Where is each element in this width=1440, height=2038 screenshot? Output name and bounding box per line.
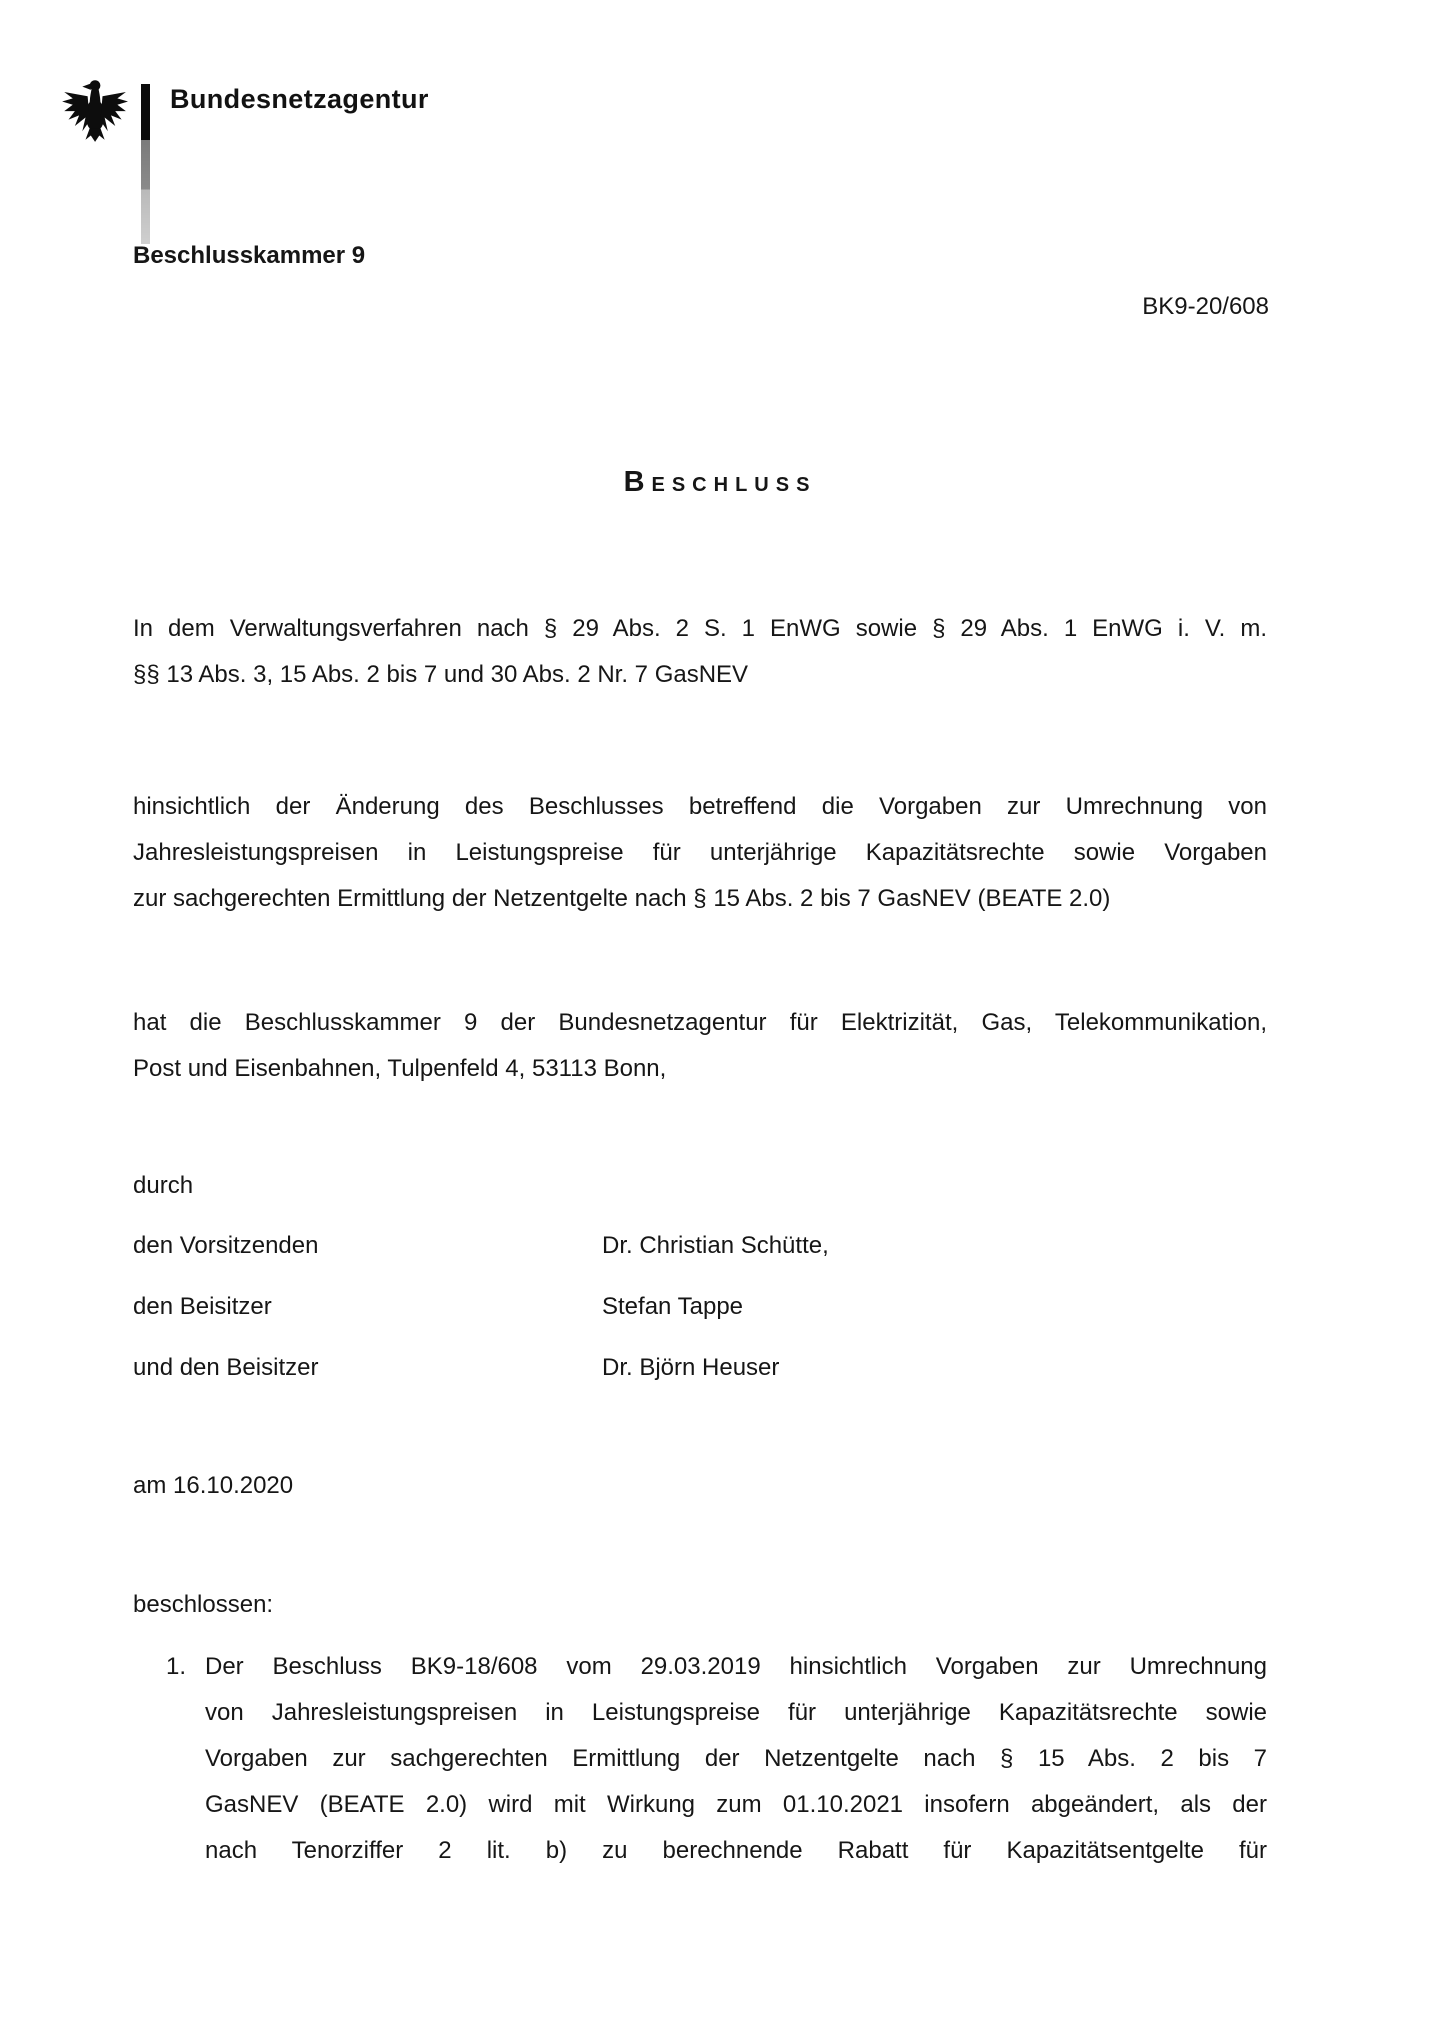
text-line: §§ 13 Abs. 3, 15 Abs. 2 bis 7 und 30 Abs. 2 Nr. 7 GasNEV	[133, 661, 749, 688]
member-role: und den Beisitzer	[133, 1354, 319, 1381]
document-title: Beschluss	[623, 466, 817, 498]
text-line: von Jahresleistungspreisen in Leistungspreise für unterjährige Kapazitätsrechte sowie	[205, 1699, 1267, 1726]
text-line: Jahresleistungspreisen in Leistungspreise für unterjährige Kapazitätsrechte sowie Vorgaben	[133, 839, 1267, 866]
decision-text	[205, 1644, 1267, 1874]
decision-item-1	[166, 1644, 1267, 1874]
authority-paragraph	[133, 1000, 1267, 1092]
member-role: den Beisitzer	[133, 1293, 272, 1320]
panel-intro: durch	[133, 1172, 194, 1199]
chamber-label: Beschlusskammer 9	[133, 242, 366, 269]
text-line: Post und Eisenbahnen, Tulpenfeld 4, 53113 Bonn,	[133, 1055, 667, 1082]
decision-date: am 16.10.2020	[133, 1472, 294, 1499]
panel-member-row	[133, 1345, 1267, 1391]
text-line: Vorgaben zur sachgerechten Ermittlung der Netzentgelte nach § 15 Abs. 2 bis 7	[205, 1745, 1267, 1772]
subject-paragraph	[133, 784, 1267, 922]
text-line: hat die Beschlusskammer 9 der Bundesnetzagentur für Elektrizität, Gas, Telekommunikation,	[133, 1009, 1267, 1036]
logo-accent-bar	[141, 84, 150, 244]
panel-member-row	[133, 1223, 1267, 1269]
text-line: hinsichtlich der Änderung des Beschlusses betreffend die Vorgaben zur Umrechnung von	[133, 793, 1267, 820]
text-line: GasNEV (BEATE 2.0) wird mit Wirkung zum 01.10.2021 insofern abgeändert, als der	[205, 1791, 1267, 1818]
member-name: Stefan Tappe	[602, 1293, 744, 1320]
federal-eagle-icon	[60, 76, 128, 144]
intro-paragraph	[133, 606, 1267, 698]
panel-member-row	[133, 1284, 1267, 1330]
decision-lead: beschlossen:	[133, 1591, 274, 1618]
member-role: den Vorsitzenden	[133, 1232, 319, 1259]
member-name: Dr. Björn Heuser	[602, 1354, 780, 1381]
text-line: nach Tenorziffer 2 lit. b) zu berechnende Rabatt für Kapazitätsentgelte für	[205, 1837, 1267, 1864]
agency-wordmark: Bundesnetzagentur	[170, 84, 429, 114]
text-line: Der Beschluss BK9-18/608 vom 29.03.2019 hinsichtlich Vorgaben zur Umrechnung	[205, 1653, 1267, 1680]
file-number: BK9-20/608	[1142, 293, 1269, 320]
member-name: Dr. Christian Schütte,	[602, 1232, 829, 1259]
text-line: In dem Verwaltungsverfahren nach § 29 Abs. 2 S. 1 EnWG sowie § 29 Abs. 1 EnWG i. V. m.	[133, 615, 1267, 642]
decision-number: 1.	[166, 1653, 187, 1680]
text-line: zur sachgerechten Ermittlung der Netzentgelte nach § 15 Abs. 2 bis 7 GasNEV (BEATE 2.0)	[133, 885, 1111, 912]
